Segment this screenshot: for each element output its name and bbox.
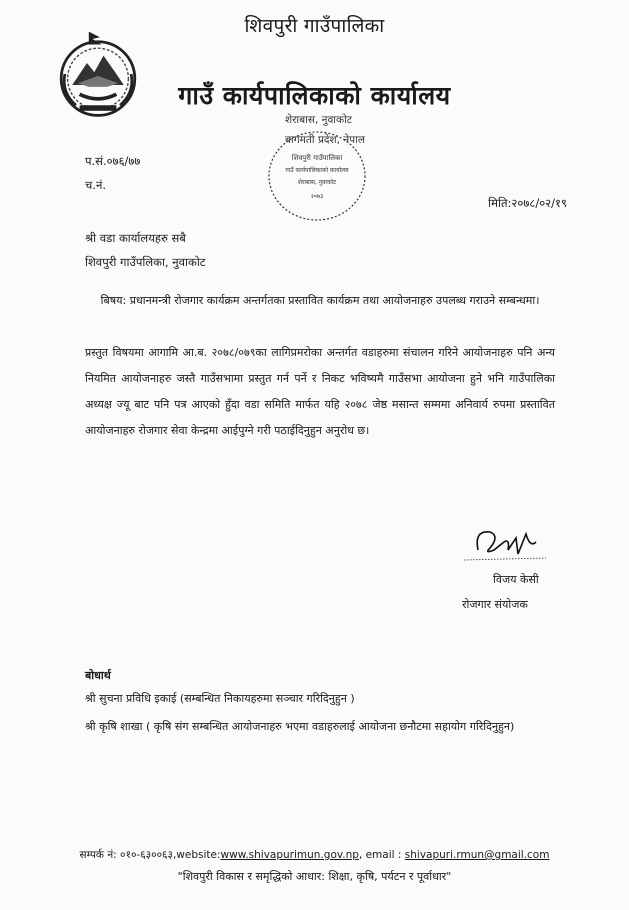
motto: "शिवपुरी विकास र समृद्धिको आधार: शिक्षा, कृषि, पर्यटन र पूर्वाधार" xyxy=(177,870,452,883)
cc-line-1: श्री सुचना प्रविधि इकाई (सम्बन्धित निकायहरुमा सञ्चार गरिदिनुहुन ) xyxy=(85,692,355,705)
stamp-line-3: शेराबास, नुवाकोट xyxy=(297,179,337,186)
stamp-line-1: शिवपुरी गाउँपालिका xyxy=(291,154,343,162)
address-line-1: शेराबास, नुवाकोट xyxy=(285,114,353,126)
letter-subject: बिषय: प्रधानमन्त्री रोजगार कार्यक्रम अन्तर्गतका प्रस्तावित कार्यक्रम तथा आयोजनाहरु उपलब्ध गराउने सम्बन्धमा। xyxy=(100,294,540,307)
stamp-line-4: २०७३ xyxy=(310,193,324,200)
recipient-line-1: श्री वडा कार्यालयहरु सबै xyxy=(85,231,186,245)
cc-heading: बोधार्थ xyxy=(85,669,111,682)
official-stamp xyxy=(262,126,372,226)
dispatch-number: च.नं. xyxy=(85,178,106,192)
address-line-2: बागमती प्रदेश, नेपाल xyxy=(285,134,365,146)
contact-footer xyxy=(0,848,629,862)
reference-number: प.सं.०७६/७७ xyxy=(85,154,141,168)
cc-line-2: श्री कृषि शाखा ( कृषि संग सम्बन्धित आयोजनाहरु भएमा वडाहरुलाई आयोजना छनौटमा सहायोग गरिदिनुहुन) xyxy=(85,720,515,733)
signatory-name: विजय केसी xyxy=(493,573,539,586)
office-title: गाउँ कार्यपालिकाको कार्यालय xyxy=(178,81,451,110)
letter-body: प्रस्तुत विषयमा आगामि आ.ब. २०७८/०७९का लागिप्रमरोका अन्तर्गत वडाहरुमा संचालन गरिने आयोजनाहरु पनि अन्य नियमित आयोजनाहरु जस्तै गाउँसभामा प्रस्तुत गर्न पर्ने र निकट भविष्यमै गाउँसभा आयोजना हुने भनि गाउँपालिका अध्यक्ष ज्यू बाट पनि पत्र आएको हुँदा वडा समिति मार्फत यहि २०७८ जेष्ठ मसान्त सम्ममा अनिवार्य रुपमा प्रस्तावित आयोजनाहरु रोजगार सेवा केन्द्रमा आईपुग्ने गरी पठाईदिनुहुन अनुरोध छ। xyxy=(85,346,555,437)
contact-prefix: सम्पर्क नं: ०१०-६३००६३,website: xyxy=(79,849,221,861)
stamp-line-2: गाउँ कार्यपालिकाको कार्यालय xyxy=(285,167,349,174)
letter-date: मिति:२०७८/०२/१९ xyxy=(488,196,567,210)
email-link[interactable]: shivapuri.rmun@gmail.com xyxy=(404,849,550,861)
handwritten-signature xyxy=(460,520,550,570)
organization-name: शिवपुरी गाउँपालिका xyxy=(244,15,385,37)
signatory-title: रोजगार संयोजक xyxy=(462,598,528,611)
email-prefix: , email : xyxy=(358,849,405,861)
website-link[interactable]: www.shivapurimun.gov.np xyxy=(220,849,359,861)
recipient-line-2: शिवपुरी गाउँपलिका, नुवाकोट xyxy=(85,255,206,269)
